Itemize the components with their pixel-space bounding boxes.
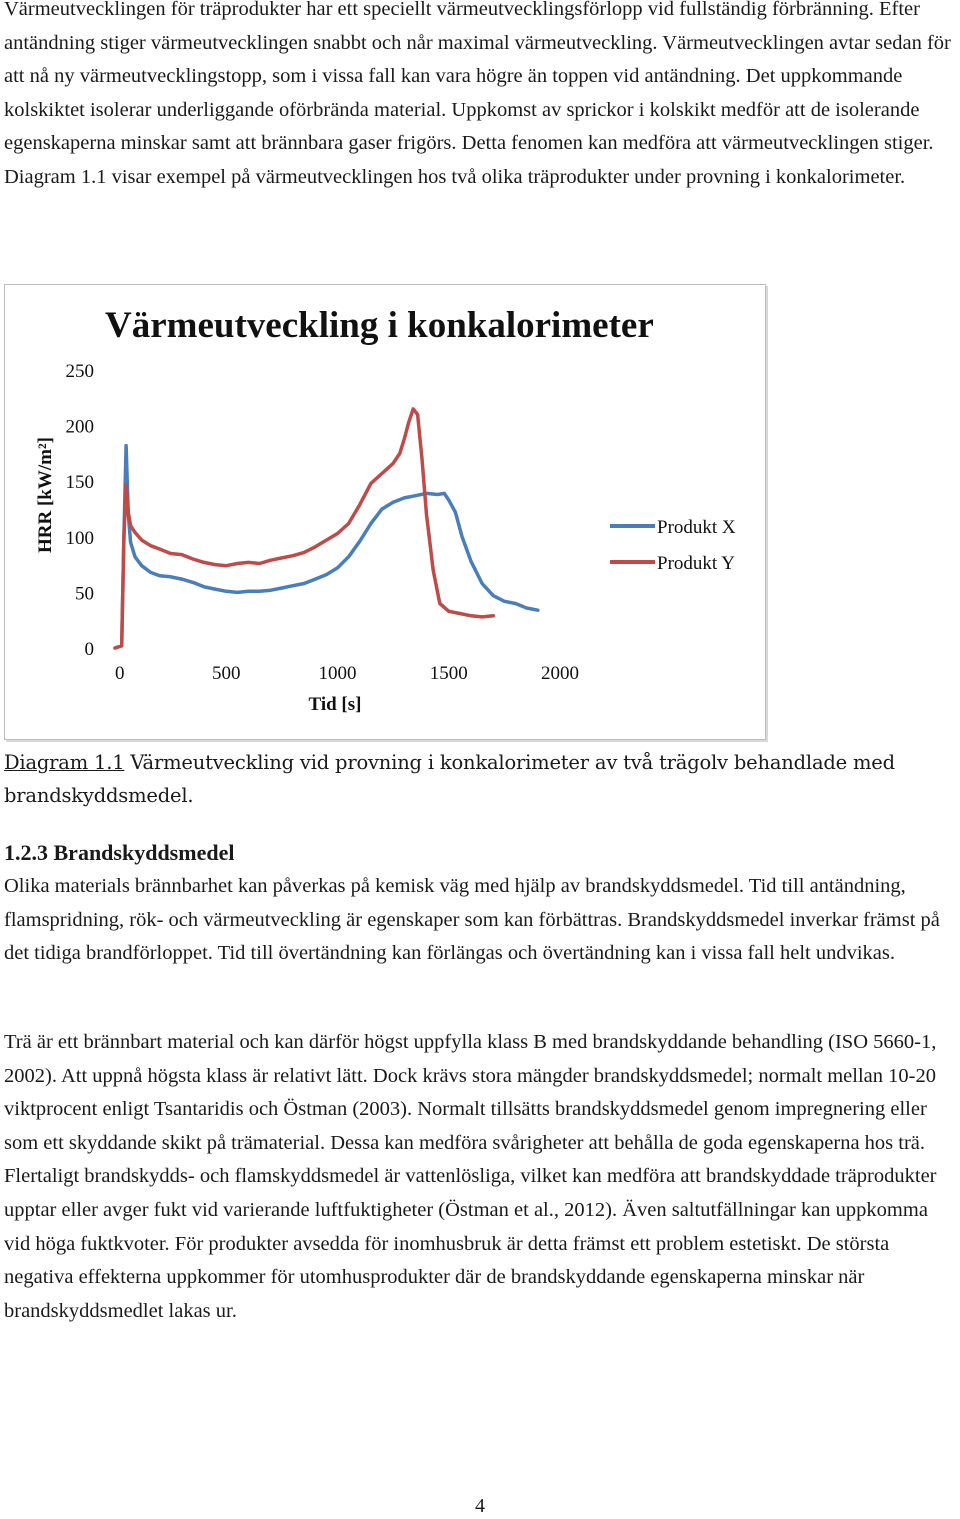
paragraph-fire-retardants: Olika materials brännbarhet kan påverkas på kemisk väg med hjälp av brandskyddsmedel. Tid till antändning, flamspridning, rök- och värmeutveckling är egenskaper som kan förbättras. Brandskyddsmedel inverkar främst på det tidiga brandförloppet. Tid till övertändning kan förlängas och övertändning kan i vissa fall helt undvikas. bbox=[4, 875, 940, 965]
x-tick-label: 1000 bbox=[318, 663, 357, 684]
paragraph-wood-classification: Trä är ett brännbart material och kan därför högst uppfylla klass B med brandskyddande behandling (ISO 5660-1, 2002). Att uppnå högsta klass är relativt lätt. Dock krävs stora mängder brandskyddsmedel; normalt mellan 10-20 viktprocent enligt Tsantaridis och Östman (2003). Normalt tillsätts brandskyddsmedel genom impregnering eller som ett skyddande skikt på trämaterial. Dessa kan medföra svårigheter att behålla de goda egenskaperna hos trä. Flertaligt brandskydds- och flamskyddsmedel är vattenlösliga, vilket kan medföra att brandskyddade träprodukter upptar eller avger fukt vid varierande luftfuktigheter (Östman et al., 2012). Även saltutfällningar kan uppkomma vid höga fuktkvoter. För produkter avsedda för inomhusbruk är detta främst ett problem estetiskt. De största negativa effekterna uppkommer för utomhusprodukter där de brandskyddande egenskaperna minskar när brandskyddsmedlet lakas ur. bbox=[4, 1031, 937, 1322]
x-tick-label: 0 bbox=[115, 663, 125, 684]
legend-label: Produkt X bbox=[657, 517, 736, 538]
y-tick-label: 50 bbox=[75, 583, 94, 605]
section-heading: 1.2.3 Brandskyddsmedel bbox=[4, 840, 235, 865]
x-axis-title: Tid [s] bbox=[308, 694, 362, 715]
y-tick-label: 150 bbox=[65, 472, 94, 494]
y-tick-label: 200 bbox=[65, 416, 94, 438]
legend-label: Produkt Y bbox=[657, 553, 735, 574]
caption-label: Diagram 1.1 bbox=[4, 751, 125, 774]
y-tick-label: 100 bbox=[65, 527, 94, 549]
y-axis-title: HRR [kW/m²] bbox=[35, 437, 56, 553]
y-tick-label: 0 bbox=[84, 639, 94, 660]
x-tick-label: 500 bbox=[212, 663, 241, 684]
x-tick-label: 1500 bbox=[429, 663, 468, 684]
caption-text: Värmeutveckling vid provning i konkalorimeter av två trägolv behandlade med brandskyddsmedel. bbox=[4, 751, 895, 807]
series-line-produkt-y bbox=[115, 409, 493, 648]
figure-caption bbox=[4, 746, 956, 812]
chart-title: Värmeutveckling i konkalorimeter bbox=[105, 305, 654, 346]
y-tick-label: 250 bbox=[65, 361, 94, 382]
hrr-chart bbox=[4, 284, 766, 740]
chart-canvas bbox=[5, 285, 767, 741]
page-number: 4 bbox=[475, 1495, 485, 1517]
intro-paragraph: Värmeutvecklingen för träprodukter har ett speciellt värmeutvecklingsförlopp vid fullständig förbränning. Efter antändning stiger värmeutvecklingen snabbt och når maximal värmeutveckling. Värmeutvecklingen avtar sedan för att nå ny värmeutvecklingstopp, som i vissa fall kan vara högre än toppen vid antändning. Det uppkommande kolskiktet isolerar underliggande oförbrända material. Uppkomst av sprickor i kolskikt medför att de isolerande egenskaperna minskar samt att brännbara gaser frigörs. Detta fenomen kan medföra att värmeutvecklingen stiger. Diagram 1.1 visar exempel på värmeutvecklingen hos två olika träprodukter under provning i konkalorimeter. bbox=[4, 0, 951, 188]
x-tick-label: 2000 bbox=[541, 663, 579, 684]
